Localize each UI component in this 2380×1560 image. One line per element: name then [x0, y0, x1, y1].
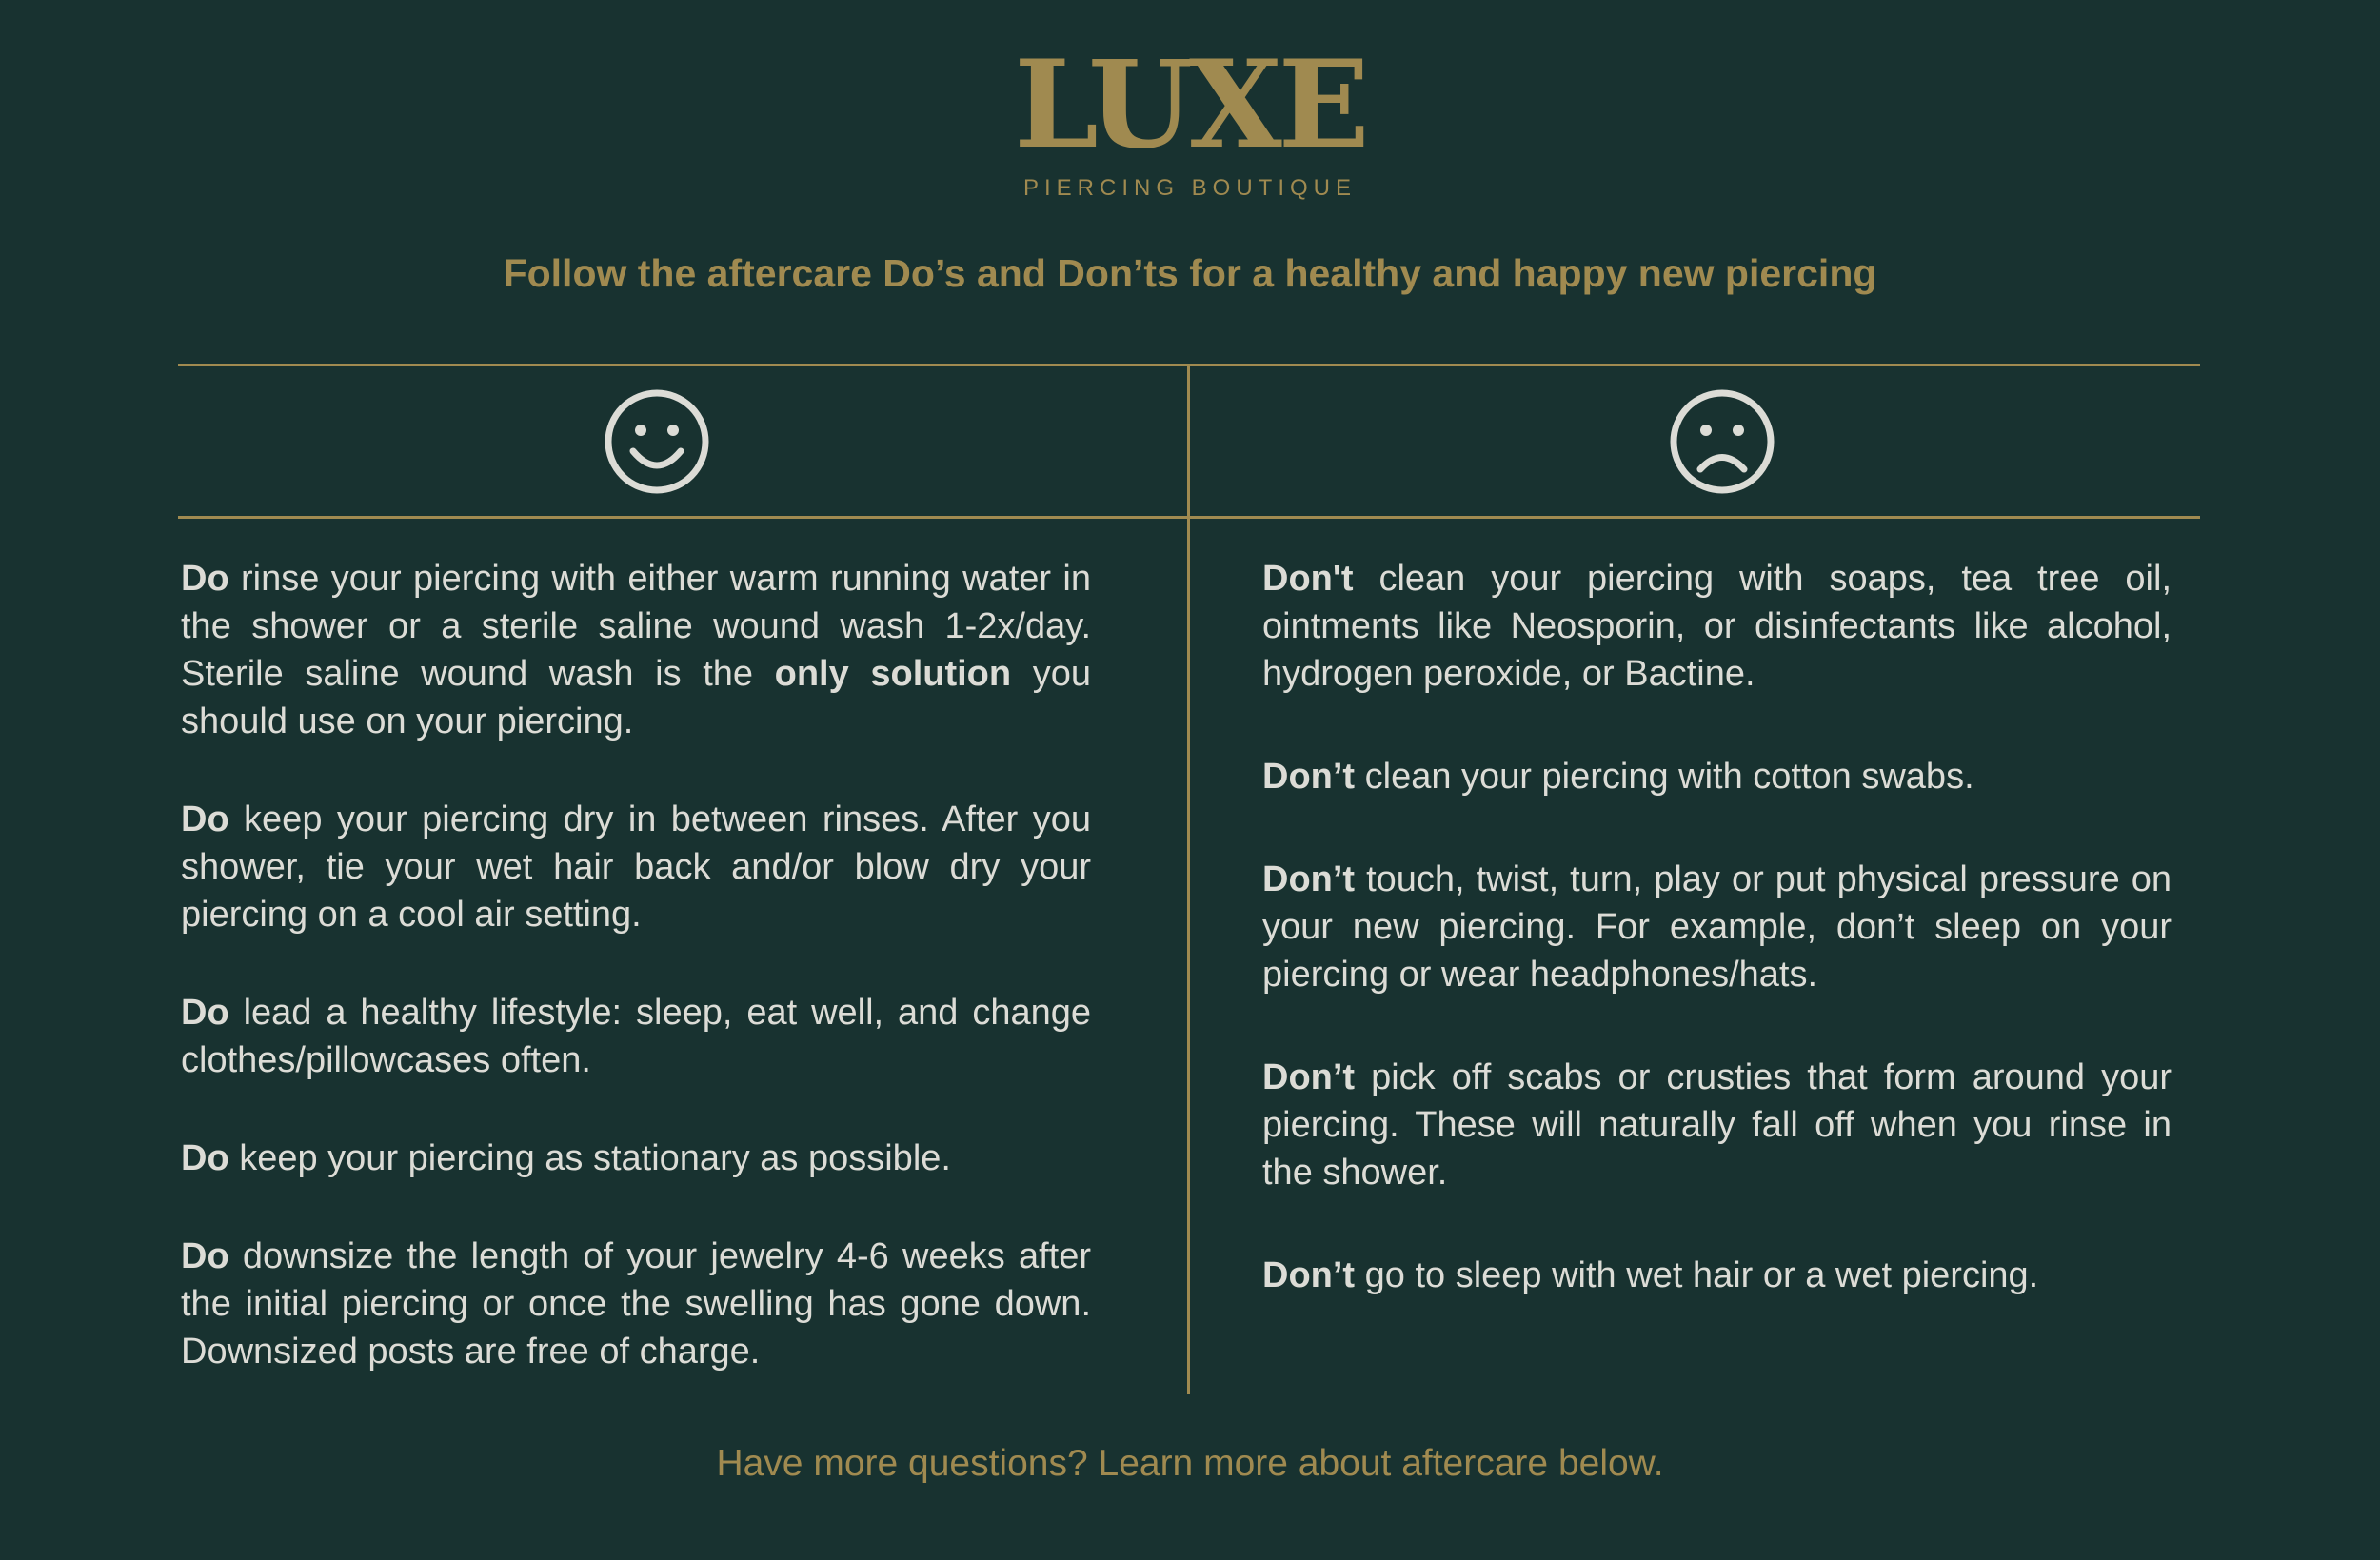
frowning-face-icon	[1669, 388, 1775, 495]
donts-column	[1262, 555, 2172, 1299]
do-text: you should use on your piercing.	[181, 654, 1091, 741]
do-item	[181, 796, 1091, 938]
do-item	[181, 555, 1091, 745]
dont-text: go to sleep with wet hair or a wet piercing.	[1355, 1255, 2039, 1295]
do-text: keep your piercing dry in between rinses. After you shower, tie your wet hair back and/or blow dry your piercing on a cool air setting.	[181, 800, 1091, 935]
do-keyword: Do	[181, 1236, 229, 1276]
do-item	[181, 989, 1091, 1084]
dont-item	[1262, 856, 2172, 998]
do-keyword: Do	[181, 1138, 229, 1178]
dont-text: pick off scabs or crusties that form around your piercing. These will naturally fall off when you rinse in the shower.	[1262, 1057, 2172, 1193]
brand-logo: LUXE	[1014, 34, 1366, 175]
do-text: lead a healthy lifestyle: sleep, eat well, and change clothes/pillowcases often.	[181, 993, 1091, 1080]
do-item	[181, 1233, 1091, 1375]
dont-text: clean your piercing with soaps, tea tree oil, ointments like Neosporin, or disinfectants like alcohol, hydrogen peroxide, or Bactine.	[1262, 559, 2172, 694]
smiley-face-icon	[604, 388, 710, 495]
do-keyword: Do	[181, 559, 229, 599]
dos-column	[181, 555, 1091, 1375]
do-text: keep your piercing as stationary as possible.	[228, 1138, 951, 1178]
dont-keyword: Don't	[1262, 559, 1354, 599]
footer-link[interactable]: Have more questions? Learn more about aftercare below.	[716, 1443, 1664, 1484]
dont-text: clean your piercing with cotton swabs.	[1355, 757, 1974, 797]
dont-keyword: Don’t	[1262, 1255, 1356, 1295]
brand-tagline: PIERCING BOUTIQUE	[1022, 175, 1358, 201]
dont-keyword: Don’t	[1262, 757, 1356, 797]
do-text: rinse your piercing with either warm running water in the shower or a sterile saline wound wash 1-2x/day. Sterile saline wound wash is the	[181, 559, 1091, 694]
dont-keyword: Don’t	[1262, 859, 1356, 899]
dont-text: touch, twist, turn, play or put physical pressure on your new piercing. For example, don’t sleep on your piercing or wear headphones/hats.	[1262, 859, 2172, 995]
do-text: downsize the length of your jewelry 4-6 weeks after the initial piercing or once the swelling has gone down. Downsized posts are free of charge.	[181, 1236, 1091, 1372]
dont-item	[1262, 1252, 2172, 1299]
dont-keyword: Don’t	[1262, 1057, 1356, 1097]
dont-item	[1262, 1054, 2172, 1196]
do-keyword: Do	[181, 993, 229, 1033]
dont-item	[1262, 555, 2172, 698]
do-item	[181, 1135, 1091, 1182]
page-headline: Follow the aftercare Do’s and Don’ts for a healthy and happy new piercing	[503, 251, 1877, 295]
do-emphasis: only solution	[774, 654, 1012, 694]
dont-item	[1262, 753, 2172, 800]
column-divider	[1187, 364, 1190, 1394]
do-keyword: Do	[181, 800, 229, 839]
